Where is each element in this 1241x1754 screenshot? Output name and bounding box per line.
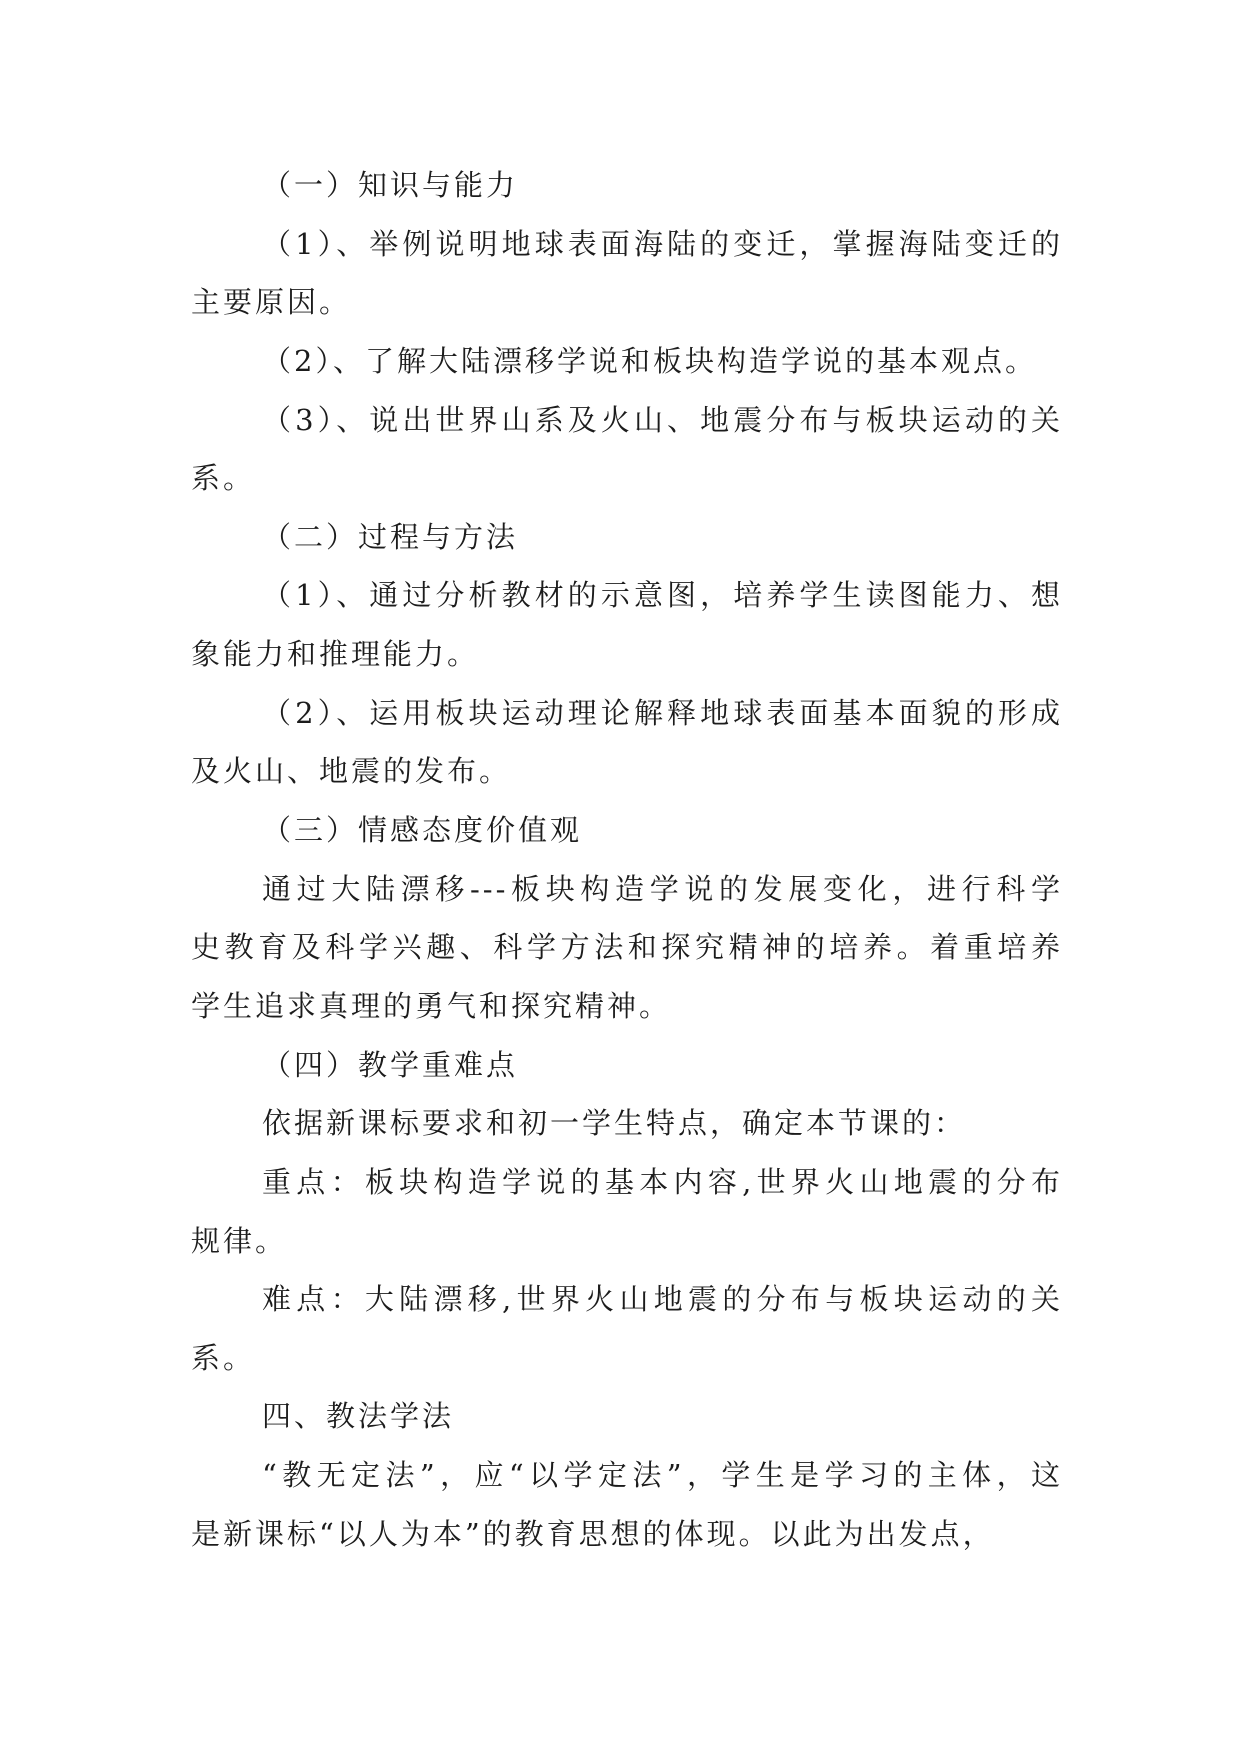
text-line: 重点：板块构造学说的基本内容,世界火山地震的分布 (262, 1164, 1063, 1199)
text-line: “教无定法”，应“以学定法”，学生是学习的主体，这 (262, 1458, 1063, 1493)
paragraph (191, 684, 1063, 801)
text-line: 主要原因。 (191, 285, 352, 320)
text-line: 及火山、地震的发布。 (191, 754, 512, 789)
text-line: （1）、举例说明地球表面海陆的变迁，掌握海陆变迁的 (262, 226, 1063, 261)
text-line: 系。 (191, 1340, 256, 1375)
paragraph (191, 1387, 1063, 1446)
paragraph (191, 860, 1063, 1036)
text-line: （2）、运用板块运动理论解释地球表面基本面貌的形成 (262, 695, 1063, 730)
paragraph (191, 1094, 1063, 1153)
text-line: （1）、通过分析教材的示意图，培养学生读图能力、想 (262, 578, 1063, 613)
paragraph (191, 1153, 1063, 1270)
text-line: 象能力和推理能力。 (191, 637, 480, 672)
text-line: （三）情感态度价值观 (262, 813, 583, 848)
paragraph (191, 508, 1063, 567)
text-line: 通过大陆漂移---板块构造学说的发展变化，进行科学 (262, 871, 1063, 906)
text-line: （一）知识与能力 (262, 168, 519, 202)
text-line: 依据新课标要求和初一学生特点，确定本节课的： (262, 1106, 967, 1141)
text-line: 系。 (191, 461, 256, 496)
text-line: （2）、了解大陆漂移学说和板块构造学说的基本观点。 (262, 343, 1037, 378)
text-line: 难点：大陆漂移,世界火山地震的分布与板块运动的关 (262, 1282, 1063, 1317)
paragraph (191, 391, 1063, 508)
paragraph (191, 566, 1063, 683)
paragraph (191, 332, 1063, 391)
paragraph (191, 156, 1063, 215)
text-line: 规律。 (191, 1223, 288, 1258)
paragraph (191, 1270, 1063, 1387)
paragraph (191, 1036, 1063, 1095)
text-line: 四、教法学法 (262, 1399, 455, 1434)
paragraph (191, 1446, 1063, 1563)
paragraph (191, 215, 1063, 332)
text-line: 是新课标“以人为本”的教育思想的体现。以此为出发点， (191, 1516, 995, 1551)
document-body (191, 156, 1063, 1563)
text-line: （3）、说出世界山系及火山、地震分布与板块运动的关 (262, 402, 1063, 437)
text-line: （二）过程与方法 (262, 519, 519, 554)
text-line: （四）教学重难点 (262, 1047, 519, 1082)
text-line: 史教育及科学兴趣、科学方法和探究精神的培养。着重培养 (191, 930, 1063, 965)
paragraph (191, 801, 1063, 860)
text-line: 学生追求真理的勇气和探究精神。 (191, 988, 672, 1023)
